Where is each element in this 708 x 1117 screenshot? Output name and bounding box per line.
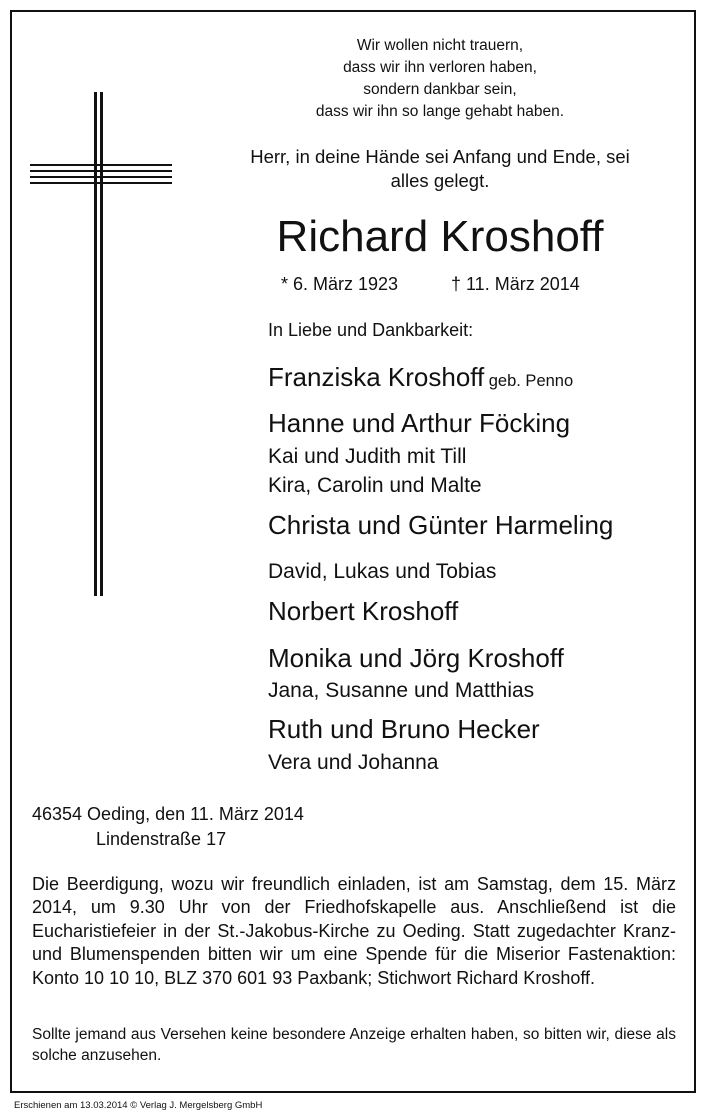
address-line: 46354 Oeding, den 11. März 2014	[32, 804, 304, 824]
deceased-name: Richard Kroshoff	[276, 212, 604, 261]
family-children: David, Lukas und Tobias	[268, 560, 497, 583]
poem-line: dass wir ihn verloren haben,	[343, 59, 537, 76]
family-name: Hanne und Arthur Föcking	[268, 408, 571, 438]
family-note: geb. Penno	[488, 372, 574, 390]
cross-icon	[30, 92, 172, 596]
notice-paragraph: Sollte jemand aus Versehen keine besondere Anzeige erhalten haben, so bitten wir, diese als solche anzusehen.	[32, 1026, 676, 1064]
family-name: Franziska Kroshoff	[268, 362, 485, 392]
poem-line: sondern dankbar sein,	[363, 81, 517, 98]
family-name: Norbert Kroshoff	[268, 596, 459, 626]
birth-date: * 6. März 1923	[281, 274, 399, 294]
verse-line: alles gelegt.	[390, 170, 490, 191]
intro-text: In Liebe und Dankbarkeit:	[268, 320, 474, 340]
poem-line: Wir wollen nicht trauern,	[356, 37, 524, 54]
family-children: Vera und Johanna	[268, 751, 439, 774]
family-children: Jana, Susanne und Matthias	[268, 679, 535, 702]
funeral-paragraph: Die Beerdigung, wozu wir freundlich einladen, ist am Samstag, dem 15. März 2014, um 9.30 Uhr von der Friedhofskapelle aus. Anschließend ist die Eucharistiefeier in der St.-Jakobus-Kirche zu Oeding. Statt zugedachter Kranz- und Blumenspenden bitten wir um eine Spende für die Miserior Fastenaktion: Konto 10 10 10, BLZ 370 601 93 Paxbank; Stichwort Richard Kroshoff.	[32, 874, 676, 988]
family-name: Monika und Jörg Kroshoff	[268, 643, 564, 673]
family-children: Kai und Judith mit Till	[268, 445, 467, 468]
verse	[200, 145, 680, 193]
family-children: Kira, Carolin und Malte	[268, 474, 482, 497]
family-entry	[268, 362, 573, 393]
address-line: Lindenstraße 17	[96, 829, 227, 849]
verse-line: Herr, in deine Hände sei Anfang und Ende, sei	[250, 146, 630, 167]
publication-footer: Erschienen am 13.03.2014 © Verlag J. Mergelsberg GmbH	[14, 1100, 263, 1111]
poem	[250, 35, 630, 123]
poem-line: dass wir ihn so lange gehabt haben.	[315, 103, 565, 120]
family-name: Christa und Günter Harmeling	[268, 510, 614, 540]
death-date: † 11. März 2014	[451, 274, 580, 294]
family-name: Ruth und Bruno Hecker	[268, 714, 540, 744]
